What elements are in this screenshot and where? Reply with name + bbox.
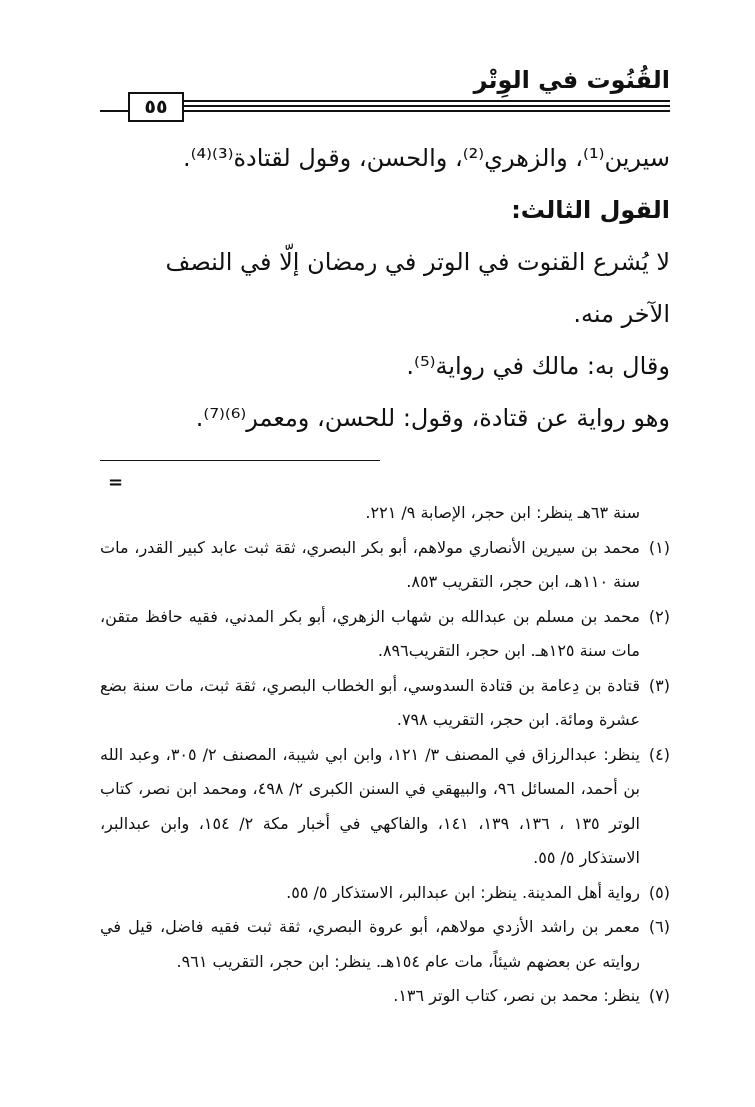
footnote-number: (٤): [648, 744, 670, 764]
section-heading: القول الثالث:: [511, 196, 670, 224]
footnote-continuation: سنة ٦٣هـ ينظر: ابن حجر، الإصابة ٩/ ٢٢١.: [365, 503, 640, 522]
footnote-item: [100, 738, 670, 876]
footnote-number: (٥): [648, 882, 670, 902]
footnote-text: ينظر: عبدالرزاق في المصنف ٣/ ١٢١، وابن ابي شيبة، المصنف ٢/ ٣٠٥، وعبد الله بن أحمد، المسائل ٩٦، والبيهقي في السنن الكبرى ٢/ ٤٩٨، ومحمد ابن نصر، كتاب الوتر ١٣٥ ، ١٣٦، ١٣٩، ١٤١، والفاكهي في أخبار مكة ٢/ ١٥٤، وابن عبدالبر، الاستذكار ٥/ ٥٥.: [100, 744, 641, 867]
footnote-text: قتادة بن دِعامة بن قتادة السدوسي، أبو الخطاب البصري، ثقة ثبت، مات سنة بضع عشرة ومائة. ابن حجر، التقريب ٧٩٨.: [100, 675, 640, 729]
text-line: سيرين⁽¹⁾، والزهري⁽²⁾، والحسن، وقول لقتادة⁽³⁾⁽⁴⁾.: [182, 144, 670, 172]
rule-tick: [100, 110, 130, 112]
text-line: وقال به: مالك في رواية⁽⁵⁾.: [406, 352, 670, 380]
footnote-text: ينظر: محمد بن نصر، كتاب الوتر ١٣٦.: [393, 986, 640, 1005]
main-text: [100, 132, 670, 444]
text-line: وهو رواية عن قتادة، وقول: للحسن، ومعمر⁽⁶⁾⁽⁷⁾.: [195, 404, 670, 432]
rule-line: [182, 110, 670, 112]
text-line: الآخر منه.: [573, 300, 670, 328]
footnote-text: محمد بن سيرين الأنصاري مولاهم، أبو بكر البصري، ثقة ثبت عابد كبير القدر، مات سنة ١١٠هـ، ابن حجر، التقريب ٨٥٣.: [100, 537, 640, 591]
footnote-item: [100, 876, 670, 911]
footnote-item: [100, 910, 670, 979]
footnote-number: (٧): [648, 986, 670, 1005]
footnote-number: (٦): [648, 917, 670, 936]
footnote-text: معمر بن راشد الأزدي مولاهم، أبو عروة البصري، ثقة ثبت فقيه فاضل، قيل في روايته عن بعضهم شيئاً، مات عام ١٥٤هـ. ينظر: ابن حجر، التقريب ٩٦١.: [100, 917, 640, 971]
running-title: القُنُوت في الوِتْر: [473, 66, 670, 94]
footnote-number: (٣): [648, 675, 670, 695]
footnote-number: (٢): [648, 606, 670, 626]
footnotes: [100, 496, 670, 1014]
footnote-text: محمد بن مسلم بن عبدالله بن شهاب الزهري، أبو بكر المدني، فقيه حافظ متقن، مات سنة ١٢٥هـ. ابن حجر، التقريب٨٩٦.: [100, 606, 640, 660]
text-line: لا يُشرع القنوت في الوتر في رمضان إلّا في النصف: [165, 248, 670, 276]
header-rule: [100, 96, 670, 118]
footnote-text: رواية أهل المدينة. ينظر: ابن عبدالبر، الاستذكار ٥/ ٥٥.: [286, 882, 640, 902]
footnote-separator: [100, 460, 380, 461]
footnote-item: [100, 979, 670, 1014]
rule-line: [182, 105, 670, 107]
rule-line: [182, 100, 670, 102]
footnote-number: (١): [648, 537, 670, 557]
continuation-mark: =: [108, 472, 124, 493]
footnote-item: [100, 600, 670, 669]
page-number: ٥٥: [128, 92, 184, 122]
footnote-item: [100, 531, 670, 600]
footnote-item: [100, 669, 670, 738]
